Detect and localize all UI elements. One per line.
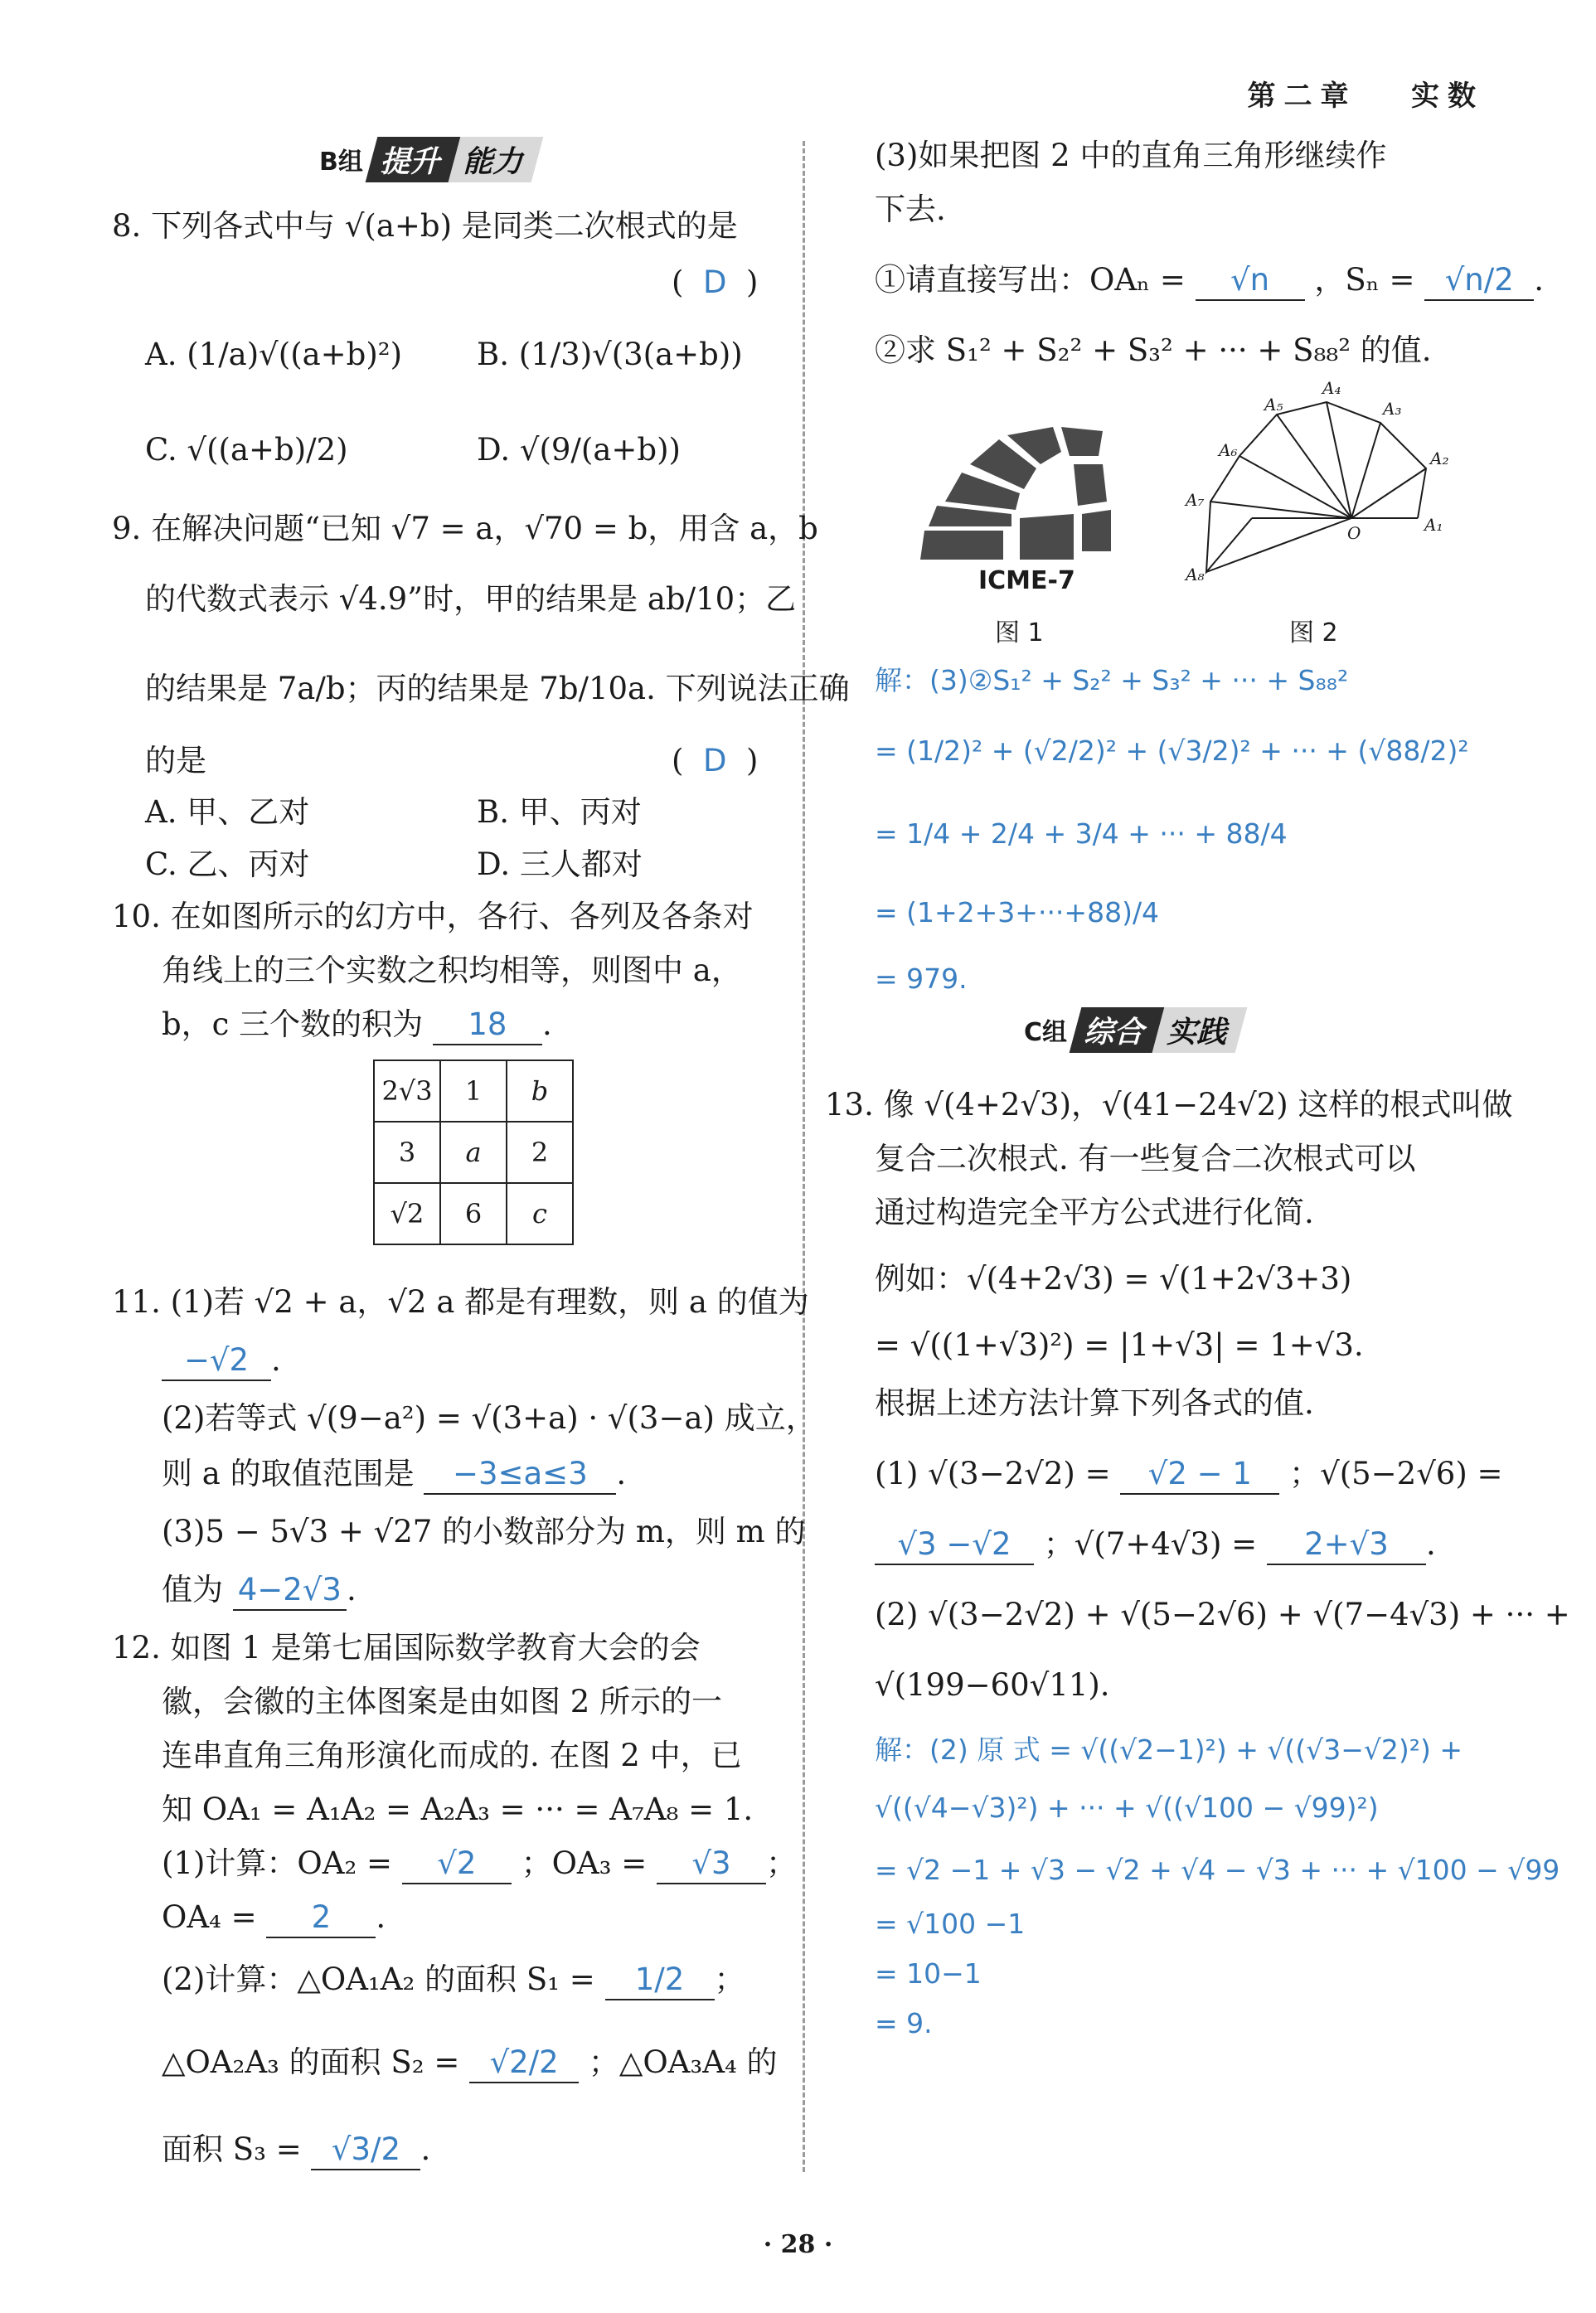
q13-line2: 复合二次根式. 有一些复合二次根式可以: [875, 1141, 1416, 1176]
q8-option-a: A. (1/a)√((a+b)²): [145, 337, 403, 372]
q10-answer: 18: [433, 1006, 542, 1045]
q8-option-c: C. √((a+b)/2): [145, 432, 348, 468]
q13-line3: 通过构造完全平方公式进行化简.: [875, 1195, 1314, 1230]
q11-part2: (2)若等式 √(9−a²) = √(3+a) · √(3−a) 成立，: [162, 1400, 817, 1436]
q12-solution-5: = 979.: [875, 963, 968, 995]
q11-part2b-line: 则 a 的取值范围是 −3≤a≤3 .: [162, 1455, 626, 1495]
q9-option-b: B. 甲、丙对: [477, 794, 642, 830]
q13-solution-5: = 10−1: [875, 1957, 982, 1990]
column-divider: [803, 141, 805, 2172]
q9-line4: 的是: [145, 743, 206, 778]
q11-part3: (3)5 − 5√3 + √27 的小数部分为 m，则 m 的: [162, 1514, 806, 1549]
q13-line1: 13. 像 √(4+2√3)，√(41−24√2) 这样的根式叫做: [825, 1087, 1513, 1123]
logo-triangle: [1074, 464, 1107, 506]
q12-answer-s3: √3/2: [311, 2131, 420, 2170]
magic-cell: 1: [440, 1060, 507, 1122]
q9-answer-bracket: ( D ): [672, 743, 759, 778]
q9-option-d: D. 三人都对: [477, 846, 643, 882]
magic-cell: 2: [507, 1122, 573, 1183]
q12-solution-1: 解：(3)②S₁² + S₂² + S₃² + ··· + S₈₈²: [875, 664, 1349, 696]
q13-example2: = √((1+√3)²) = |1+√3| = 1+√3.: [875, 1327, 1364, 1363]
q13-p1a: (1) √(3−2√2) =: [875, 1456, 1111, 1491]
logo-triangle: [1082, 510, 1111, 551]
label-a5: A₅: [1264, 395, 1283, 415]
q11-part2b: 则 a 的取值范围是: [162, 1456, 415, 1491]
label-a8: A₈: [1186, 565, 1205, 584]
q12-line2: 徽，会徽的主体图案是由如图 2 所示的一: [162, 1684, 723, 1719]
q8-option-d: D. √(9/(a+b)): [477, 432, 681, 468]
q12-p2c: ；△OA₃A₄ 的: [588, 2044, 778, 2080]
q10-line3-text: b，c 三个数的积为: [162, 1006, 424, 1042]
chapter-label: 第二章: [1247, 80, 1357, 113]
q11-part1: 11. (1)若 √2 + a，√2 a 都是有理数，则 a 的值为: [112, 1284, 809, 1320]
q13-solution-2: √((√4−√3)²) + ··· + √((√100 − √99)²): [875, 1792, 1379, 1824]
chapter-title: 实数: [1411, 80, 1484, 113]
magic-cell: c: [507, 1183, 573, 1244]
q12-part2b-line: [162, 2044, 778, 2083]
q12-line4: 知 OA₁ = A₁A₂ = A₂A₃ = ··· = A₇A₈ = 1.: [162, 1792, 754, 1827]
q12-line3: 连串直角三角形演化而成的. 在图 2 中，已: [162, 1738, 742, 1773]
q11-answer3: 4−2√3: [233, 1571, 347, 1611]
q12-part1-line: (1)计算：OA₂ = √2 ；OA₃ = √3 ；: [162, 1845, 797, 1884]
q8-option-b: B. (1/3)√(3(a+b)): [477, 337, 743, 372]
q12-line1: 12. 如图 1 是第七届国际数学教育大会的会: [112, 1630, 701, 1666]
q12-answer-sn: √n/2: [1424, 261, 1534, 301]
q12-p2d: 面积 S₃ =: [162, 2131, 302, 2167]
q9-option-c: C. 乙、丙对: [145, 846, 310, 882]
q12-p3c: ①请直接写出：OAₙ =: [875, 262, 1186, 298]
q13-part2a: (2) √(3−2√2) + √(5−2√6) + √(7−4√3) + ··· +: [875, 1597, 1570, 1632]
magic-cell: 2√3: [374, 1060, 440, 1122]
q12-part2d-line: 面积 S₃ = √3/2 .: [162, 2131, 430, 2170]
icme7-logo-shapes: [920, 427, 1111, 560]
section-c-label2: 实践: [1152, 1007, 1248, 1053]
magic-square-row: [374, 1060, 573, 1122]
q12-p2b: △OA₂A₃ 的面积 S₂ =: [162, 2044, 460, 2080]
q13-solution-3: = √2 −1 + √3 − √2 + √4 − √3 + ··· + √100 − √99: [875, 1854, 1560, 1886]
q13-p1c: ；√(7+4√3) =: [1043, 1526, 1258, 1562]
q12-solution-4: = (1+2+3+···+88)/4: [875, 896, 1160, 929]
q11-part3b: 值为: [162, 1572, 223, 1607]
q13-answer3: 2+√3: [1267, 1525, 1426, 1565]
section-c-group: C组: [1024, 1018, 1068, 1047]
q10-line2: 角线上的三个实数之积均相等，则图中 a，: [162, 953, 742, 988]
fig1-caption: ICME-7: [978, 566, 1075, 595]
fig1-label: 图 1: [995, 618, 1044, 647]
q12-p1a: (1)计算：OA₂ =: [162, 1845, 393, 1881]
outer-edges: [1206, 402, 1426, 572]
segment-oa3: [1351, 423, 1380, 518]
magic-square-row: [374, 1183, 573, 1244]
q13-answer1: √2 − 1: [1120, 1455, 1279, 1495]
fig2-label: 图 2: [1289, 618, 1338, 647]
magic-cell: 6: [440, 1183, 507, 1244]
q11-answer2: −3≤a≤3: [424, 1455, 616, 1495]
magic-cell: b: [507, 1060, 573, 1122]
q10-line3: b，c 三个数的积为 18 .: [162, 1006, 552, 1045]
q12-answer-oa3: √3: [657, 1845, 766, 1884]
icme7-logo-figure: [912, 427, 1128, 568]
section-c-banner: [1024, 1007, 1241, 1052]
q12-solution-3: = 1/4 + 2/4 + 3/4 + ··· + 88/4: [875, 817, 1288, 850]
label-a2: A₂: [1430, 449, 1449, 468]
q12-p1b: ；OA₃ =: [521, 1845, 648, 1881]
q8-answer-bracket: ( D ): [672, 264, 759, 300]
page-number: · 28 ·: [763, 2230, 833, 2259]
magic-cell: 3: [374, 1122, 440, 1183]
q8-stem: 8. 下列各式中与 √(a+b) 是同类二次根式的是: [112, 208, 738, 244]
q13-p1b: ；√(5−2√6) =: [1289, 1456, 1503, 1491]
q12-p3d: ，Sₙ =: [1314, 262, 1415, 298]
q12-answer-s2: √2/2: [469, 2044, 579, 2083]
q12-answer-oa4: 2: [266, 1898, 376, 1938]
logo-triangle: [1061, 427, 1103, 456]
q8-answer: D: [702, 264, 727, 300]
logo-triangle: [920, 531, 1003, 560]
logo-triangle: [929, 506, 1011, 526]
section-b-group: B组: [319, 148, 363, 177]
label-a7: A₇: [1186, 490, 1205, 510]
magic-square: [373, 1060, 574, 1245]
logo-triangle: [1020, 514, 1074, 560]
q13-part1-line: [875, 1455, 1503, 1495]
q12-answer-oa2: √2: [402, 1845, 512, 1884]
q12-p1c: OA₄ =: [162, 1899, 257, 1935]
label-a6: A₆: [1219, 440, 1238, 460]
label-a3: A₃: [1383, 399, 1402, 419]
q11-answer1: −√2: [162, 1341, 271, 1381]
label-a1: A₁: [1424, 515, 1443, 535]
q12-part3e: ②求 S₁² + S₂² + S₃² + ··· + S₈₈² 的值.: [875, 332, 1432, 368]
q12-part3b: 下去.: [875, 192, 946, 227]
section-b-label1: 提升: [366, 137, 461, 182]
section-b-banner: [319, 137, 537, 182]
magic-cell: a: [440, 1122, 507, 1183]
q10-line1: 10. 在如图所示的幻方中，各行、各列及各条对: [112, 899, 754, 934]
section-b-label2: 能力: [449, 137, 544, 182]
page-header: [1247, 73, 1484, 114]
q11-part1-answer-line: −√2 .: [162, 1341, 281, 1381]
q11-part3b-line: 值为 4−2√3 .: [162, 1571, 357, 1611]
q12-part3c-line: ①请直接写出：OAₙ = √n ，Sₙ = √n/2 .: [875, 261, 1544, 301]
q12-p2a: (2)计算：△OA₁A₂ 的面积 S₁ =: [162, 1961, 595, 1997]
q12-answer-s1: 1/2: [605, 1961, 715, 2000]
q13-part2b: √(199−60√11).: [875, 1667, 1110, 1703]
q13-solution-4: = √100 −1: [875, 1908, 1026, 1940]
magic-square-row: [374, 1122, 573, 1183]
q13-solution-1: 解：(2) 原 式 = √((√2−1)²) + √((√3−√2)²) +: [875, 1734, 1463, 1766]
q12-part1c-line: OA₄ = 2 .: [162, 1898, 386, 1938]
q9-option-a: A. 甲、乙对: [145, 794, 310, 830]
q12-solution-2: = (1/2)² + (√2/2)² + (√3/2)² + ··· + (√88/2)²: [875, 735, 1469, 767]
q12-part3a: (3)如果把图 2 中的直角三角形继续作: [875, 138, 1387, 173]
q13-example1: 例如：√(4+2√3) = √(1+2√3+3): [875, 1261, 1352, 1297]
label-o: O: [1347, 523, 1361, 543]
segment-oa2: [1351, 468, 1426, 518]
q13-example3: 根据上述方法计算下列各式的值.: [875, 1385, 1314, 1421]
label-a4: A₄: [1322, 378, 1341, 398]
q9-line3: 的结果是 7a/b；丙的结果是 7b/10a. 下列说法正确: [145, 671, 850, 706]
segment-oa7: [1210, 502, 1351, 518]
q9-line2: 的代数式表示 √4.9”时，甲的结果是 ab/10；乙: [145, 581, 797, 617]
q13-solution-6: = 9.: [875, 2007, 933, 2039]
q9-answer: D: [702, 743, 727, 778]
q13-answer2: √3 −√2: [875, 1525, 1034, 1565]
q12-answer-oan: √n: [1196, 261, 1305, 301]
q12-part2-line: (2)计算：△OA₁A₂ 的面积 S₁ = 1/2 ；: [162, 1961, 745, 2000]
section-c-label1: 综合: [1070, 1007, 1165, 1053]
q9-line1: 9. 在解决问题“已知 √7 = a，√70 = b，用含 a，b: [112, 511, 818, 546]
magic-cell: √2: [374, 1183, 440, 1244]
q13-part1b-line: √3 −√2 ；√(7+4√3) = 2+√3 .: [875, 1525, 1436, 1565]
spiral-triangles-figure: [1177, 377, 1459, 593]
segment-oa6: [1239, 456, 1351, 518]
